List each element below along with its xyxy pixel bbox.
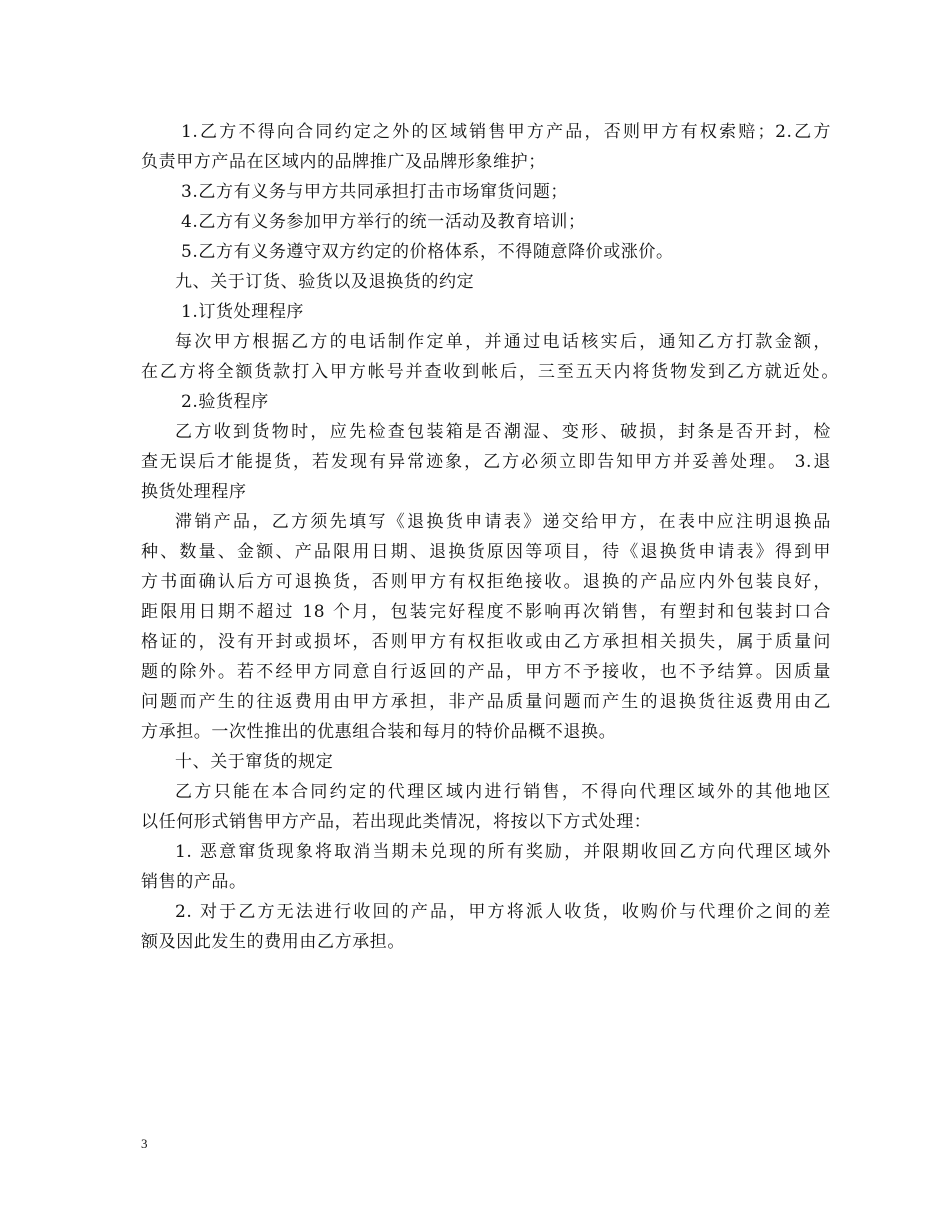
text-line: 1. 恶意窜货现象将取消当期未兑现的所有奖励，并限期收回乙方向代理区域外 [175, 842, 831, 862]
section-heading: 九、关于订货、验货以及退换货的约定 [175, 272, 475, 292]
text-line: 5.乙方有义务遵守双方约定的价格体系，不得随意降价或涨价。 [181, 242, 674, 262]
text-line: 2. 对于乙方无法进行收回的产品，甲方将派人收货，收购价与代理价之间的差 [175, 902, 831, 922]
text-line: 问题而产生的往返费用由甲方承担，非产品质量问题而产生的退换货往返费用由乙 [141, 692, 831, 712]
subsection-heading: 2.验货程序 [181, 392, 269, 412]
text-line: 方书面确认后方可退换货，否则甲方有权拒绝接收。退换的产品应内外包装良好， [141, 572, 831, 592]
subsection-heading: 1.订货处理程序 [181, 302, 305, 322]
text-line: 距限用日期不超过 18 个月，包装完好程度不影响再次销售，有塑封和包装封口合 [141, 602, 831, 622]
section-heading: 十、关于窜货的规定 [175, 752, 334, 772]
text-line: 4.乙方有义务参加甲方举行的统一活动及教育培训； [181, 212, 586, 232]
text-line: 销售的产品。 [141, 872, 247, 892]
text-line: 每次甲方根据乙方的电话制作定单，并通过电话核实后，通知乙方打款金额， [175, 332, 831, 352]
text-line: 乙方只能在本合同约定的代理区域内进行销售，不得向代理区域外的其他地区 [175, 782, 831, 802]
text-line: 乙方收到货物时，应先检查包装箱是否潮湿、变形、破损，封条是否开封，检 [175, 422, 831, 442]
text-line: 1.乙方不得向合同约定之外的区域销售甲方产品，否则甲方有权索赔；2.乙方 [181, 122, 831, 142]
text-line: 额及因此发生的费用由乙方承担。 [141, 932, 405, 952]
page-number: 3 [141, 1136, 148, 1151]
text-line: 格证的，没有开封或损坏，否则甲方有权拒收或由乙方承担相关损失，属于质量问 [141, 632, 831, 652]
text-line: 以任何形式销售甲方产品，若出现此类情况，将按以下方式处理： [141, 812, 652, 832]
text-line: 3.乙方有义务与甲方共同承担打击市场窜货问题； [181, 182, 569, 202]
text-line: 换货处理程序 [141, 482, 247, 502]
text-line: 负责甲方产品在区域内的品牌推广及品牌形象维护； [141, 152, 546, 172]
text-line: 在乙方将全额货款打入甲方帐号并查收到帐后，三至五天内将货物发到乙方就近处。 [141, 362, 839, 382]
text-line: 方承担。一次性推出的优惠组合装和每月的特价品概不退换。 [141, 722, 617, 742]
text-line: 种、数量、金额、产品限用日期、退换货原因等项目，待《退换货申请表》得到甲 [141, 542, 831, 562]
document-body [141, 117, 839, 957]
text-line: 滞销产品，乙方须先填写《退换货申请表》递交给甲方，在表中应注明退换品 [175, 512, 831, 532]
text-line: 题的除外。若不经甲方同意自行返回的产品，甲方不予接收，也不予结算。因质量 [141, 662, 831, 682]
text-line: 查无误后才能提货，若发现有异常迹象，乙方必须立即告知甲方并妥善处理。 3.退 [141, 452, 831, 472]
